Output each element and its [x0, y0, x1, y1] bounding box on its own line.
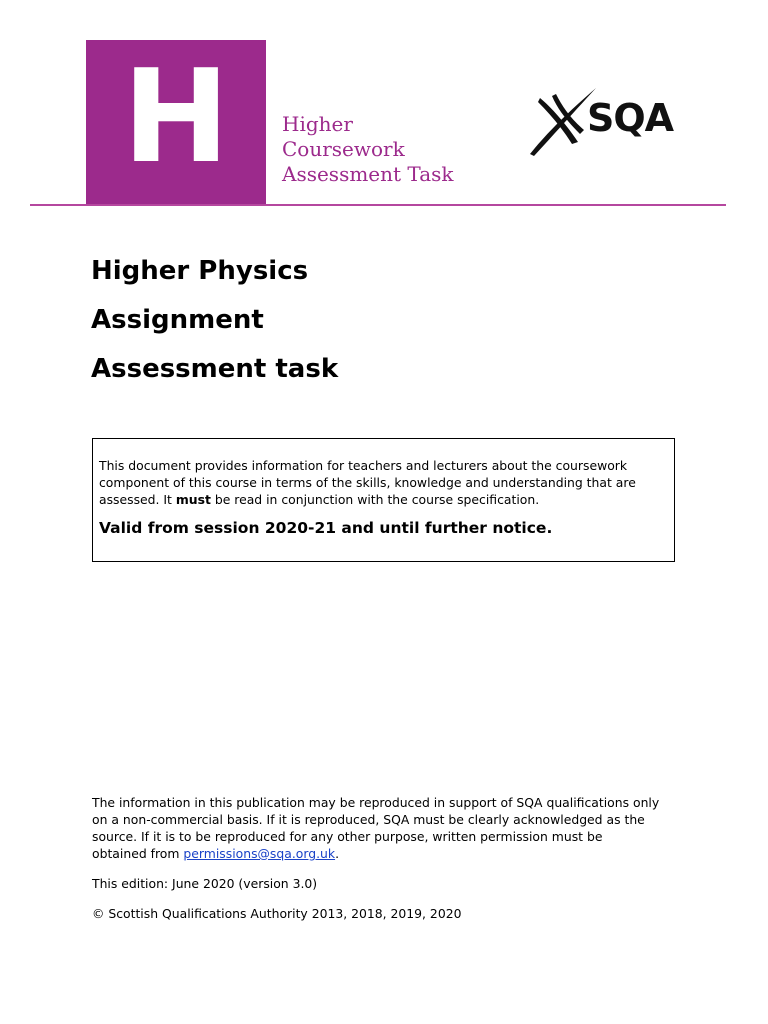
tagline-line-3: Assessment Task: [282, 162, 454, 186]
notice-line-1: This document provides information for teachers and lecturers about the coursework: [99, 458, 628, 473]
header-divider: [30, 204, 726, 206]
footer: [92, 794, 692, 935]
title-doc-type: Assessment task: [91, 354, 339, 384]
reproduction-line-4-pre: obtained from: [92, 846, 184, 861]
reproduction-notice: [92, 794, 692, 862]
document-titles: [91, 256, 338, 403]
validity-statement: Valid from session 2020-21 and until further notice.: [99, 519, 553, 537]
reproduction-line-1: The information in this publication may be reproduced in support of SQA qualifications only: [92, 795, 660, 810]
notice-line-2: component of this course in terms of the skills, knowledge and understanding that are: [99, 475, 636, 490]
title-subject: Higher Physics: [91, 256, 309, 286]
permissions-email-link[interactable]: permissions@sqa.org.uk: [183, 846, 336, 861]
notice-must-emphasis: must: [175, 492, 211, 507]
higher-badge-letter: H: [122, 42, 230, 192]
reproduction-line-4-post: .: [335, 846, 340, 861]
notice-text: [99, 457, 668, 508]
reproduction-line-2: on a non-commercial basis. If it is reproduced, SQA must be clearly acknowledged as the: [92, 812, 645, 827]
tagline: [282, 112, 454, 187]
reproduction-line-3: source. If it is to be reproduced for any other purpose, written permission must be: [92, 829, 603, 844]
tagline-line-2: Coursework: [282, 137, 405, 161]
notice-box: [92, 438, 675, 562]
title-component: Assignment: [91, 305, 264, 335]
sqa-logo-text: SQA: [587, 96, 674, 140]
notice-line-3-post: be read in conjunction with the course specification.: [210, 492, 540, 507]
notice-line-3-pre: assessed. It: [99, 492, 176, 507]
tagline-line-1: Higher: [282, 112, 353, 136]
copyright-notice: © Scottish Qualifications Authority 2013, 2018, 2019, 2020: [92, 906, 462, 921]
higher-badge: [86, 40, 266, 205]
edition-info: This edition: June 2020 (version 3.0): [92, 876, 318, 891]
